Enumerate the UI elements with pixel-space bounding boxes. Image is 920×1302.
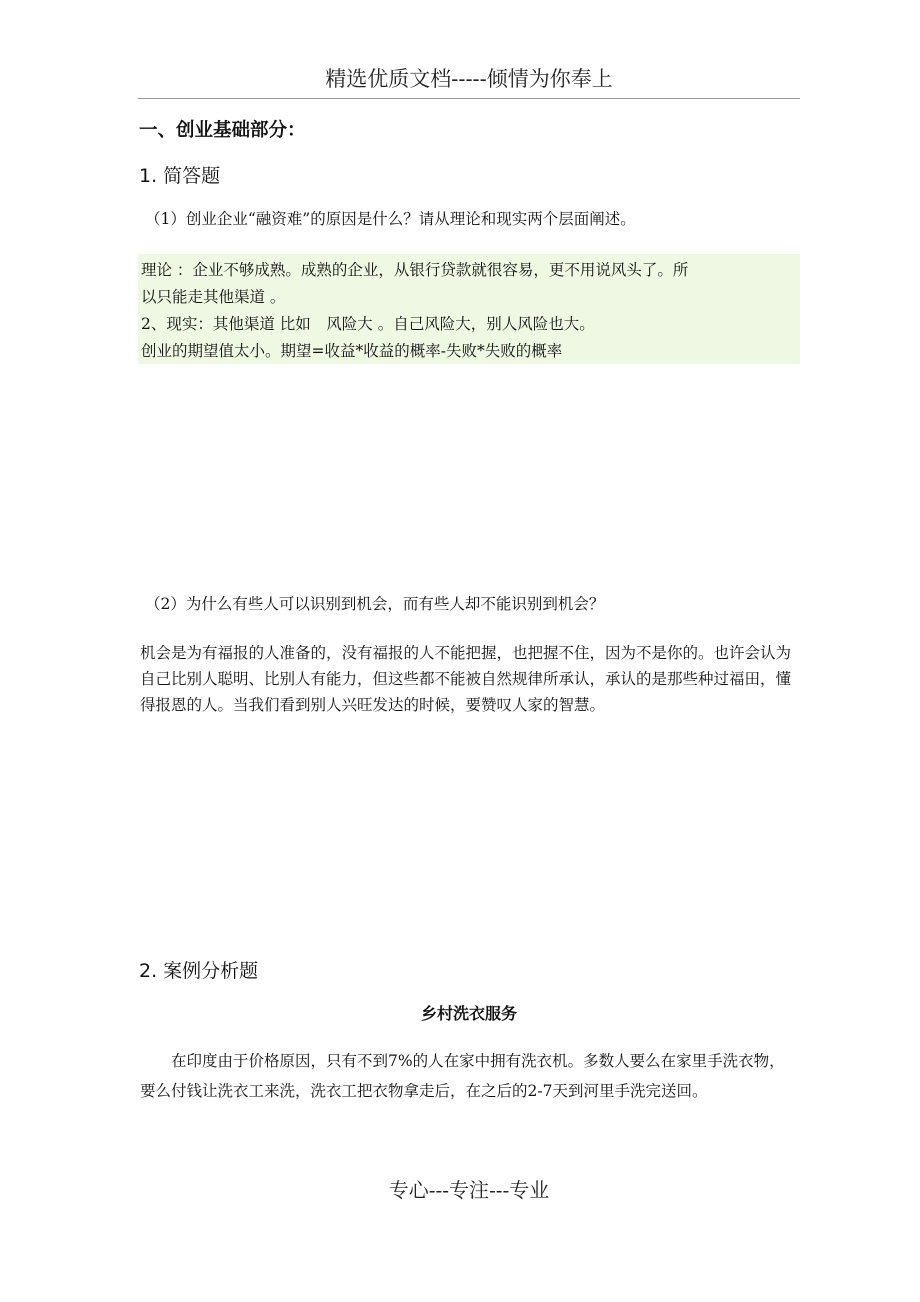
- question-1: （1）创业企业“融资难”的原因是什么？请从理论和现实两个层面阐述。: [145, 210, 636, 228]
- answer-1-highlight: [138, 254, 800, 364]
- answer-1-line: 理论 ：企业不够成熟。成熟的企业，从银行贷款就很容易，更不用说风头了。所: [141, 261, 689, 279]
- subsection-heading-case-analysis: 2. 案例分析题: [139, 960, 259, 982]
- answer-1-line: 以只能走其他渠道 。: [141, 288, 286, 306]
- answer-1-line: 2、现实：其他渠道 比如 风险大 。自己风险大，别人风险也大。: [141, 315, 595, 333]
- case-title: 乡村洗衣服务: [420, 1004, 517, 1023]
- section-heading: 一、创业基础部分：: [139, 120, 306, 141]
- question-2: （2）为什么有些人可以识别到机会，而有些人却不能识别到机会？: [145, 595, 605, 613]
- subsection-heading-short-answer: 1. 简答题: [139, 165, 221, 187]
- answer-1-line: 创业的期望值太小。期望=收益*收益的概率-失败*失败的概率: [141, 342, 563, 360]
- case-body: 在印度由于价格原因，只有不到7%的人在家中拥有洗衣机。多数人要么在家里手洗衣物，要么付钱让洗衣工来洗，洗衣工把衣物拿走后，在之后的2-7天到河里手洗完送回。: [140, 1052, 785, 1100]
- page-footer: 专心---专注---专业: [388, 1178, 550, 1202]
- page-header: 精选优质文档-----倾情为你奉上: [138, 62, 800, 99]
- answer-2: 机会是为有福报的人准备的，没有福报的人不能把握，也把握不住，因为不是你的。也许会认为自己比别人聪明、比别人有能力，但这些都不能被自然规律所承认，承认的是那些种过福田，懂得报恩的人。当我们看到别人兴旺发达的时候，要赞叹人家的智慧。: [140, 644, 792, 714]
